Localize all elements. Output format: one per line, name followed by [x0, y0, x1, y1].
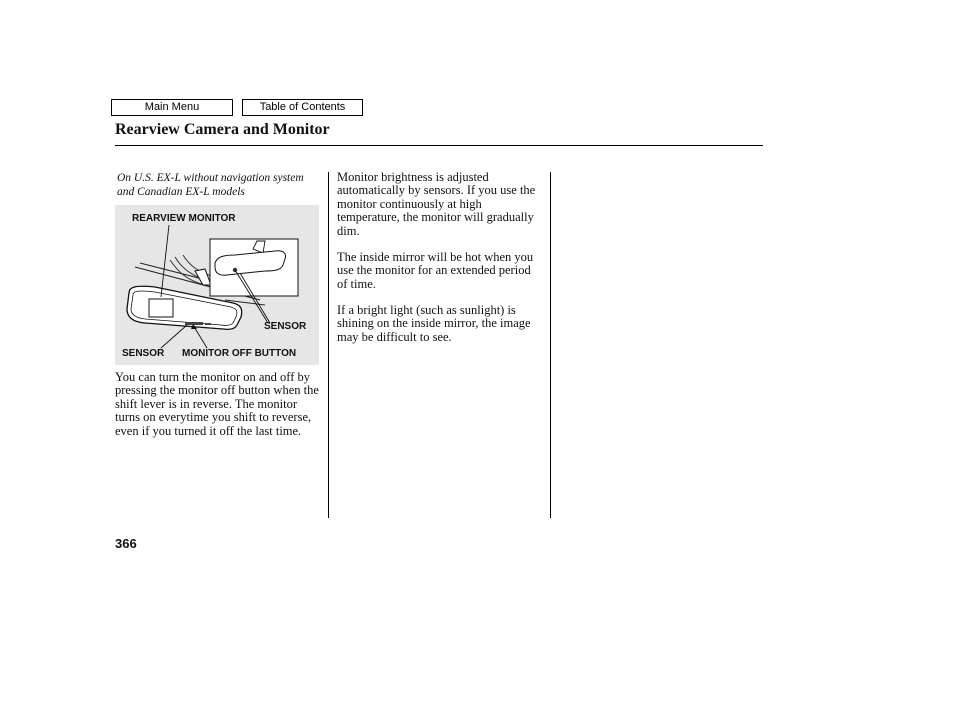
rearview-mirror-illustration: [115, 205, 319, 365]
column-divider-1: [328, 172, 329, 518]
figure-caption: On U.S. EX-L without navigation system and Canadian EX-L models: [117, 172, 304, 198]
label-monitor-off-button: MONITOR OFF BUTTON: [182, 348, 297, 359]
label-sensor-left: SENSOR: [122, 348, 165, 359]
page-number: 366: [115, 536, 137, 551]
label-sensor-right: SENSOR: [264, 321, 307, 332]
mirror-drawing: [115, 205, 319, 365]
column-divider-2: [550, 172, 551, 518]
monitor-onoff-paragraph: You can turn the monitor on and off by pressing the monitor off button when the shift lever is in reverse. The monitor turns on everytime you shift to reverse, even if you turned it off the last time.: [115, 370, 319, 438]
table-of-contents-button[interactable]: Table of Contents: [242, 99, 363, 116]
page-title: Rearview Camera and Monitor: [115, 121, 330, 138]
title-rule: [115, 145, 763, 146]
main-menu-button[interactable]: Main Menu: [111, 99, 233, 116]
mirror-hot-paragraph: The inside mirror will be hot when you use the monitor for an extended period of time.: [337, 250, 534, 291]
label-rearview-monitor: REARVIEW MONITOR: [132, 213, 236, 224]
brightness-paragraph: Monitor brightness is adjusted automatically by sensors. If you use the monitor continuously at high temperature, the monitor will gradually dim.: [337, 170, 536, 238]
bright-light-paragraph: If a bright light (such as sunlight) is shining on the inside mirror, the image may be difficult to see.: [337, 303, 531, 344]
